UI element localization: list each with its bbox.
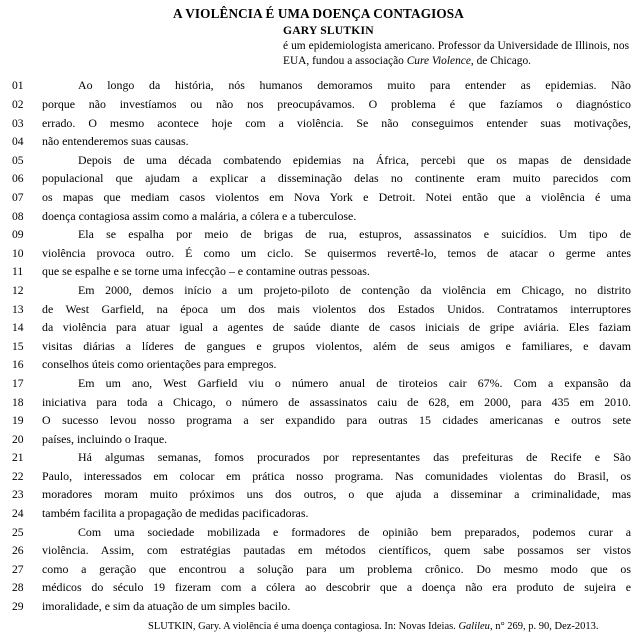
line-text-span: moradores moram muito próximos uns dos outros, o que ajuda a disseminar a criminalidade, mas <box>42 487 631 502</box>
line-number: 21 <box>12 451 24 465</box>
line-number: 23 <box>12 488 24 502</box>
text-line <box>0 504 637 523</box>
line-content <box>42 318 637 337</box>
line-text-span: visitas diárias a líderes de gangues e grupos violentos, além de seus amigos e familiares, e davam <box>42 338 631 353</box>
source-magazine-name: Galileu <box>458 620 490 632</box>
line-content <box>42 114 637 133</box>
line-number: 11 <box>12 265 24 279</box>
text-line <box>0 467 637 486</box>
text-line <box>0 541 637 560</box>
line-content <box>42 393 637 412</box>
text-line <box>0 188 637 207</box>
text-line <box>0 337 637 356</box>
line-content <box>42 132 637 151</box>
line-text-span: imoralidade, e sim da atuação de um simples bacilo. <box>42 599 291 614</box>
text-line <box>0 207 637 226</box>
text-line <box>0 151 637 170</box>
text-line <box>0 300 637 319</box>
line-content <box>42 448 637 467</box>
author-bio-text-2: , de Chicago. <box>470 55 532 68</box>
line-text-span: Ao longo da história, nós humanos demoramos muito para entender as epidemias. Não <box>78 78 631 93</box>
line-content <box>42 281 637 300</box>
line-number: 20 <box>12 432 24 446</box>
line-content <box>42 374 637 393</box>
line-text-span: médicos do século 19 fizeram com a cólera ao descobrir que a doença não era produto de sujeira e <box>42 580 631 595</box>
text-line <box>0 578 637 597</box>
line-text-span: Com uma sociedade mobilizada e formadores de opinião bem preparados, podemos curar a <box>78 524 631 539</box>
line-text-span: Em 2000, demos início a um projeto-piloto de contenção da violência em Chicago, no distrito <box>78 282 631 297</box>
line-text-span: porque não investíamos ou não nos preocupávamos. O problema é que fazíamos o diagnóstico <box>42 97 631 111</box>
line-number: 29 <box>12 600 24 614</box>
line-number: 25 <box>12 525 24 539</box>
line-content <box>42 504 637 523</box>
line-content <box>42 262 637 281</box>
line-text-span: conselhos úteis como orientações para empregos. <box>42 357 277 372</box>
line-text-span: doença contagiosa assim como a malária, a cólera e a tuberculose. <box>42 208 357 223</box>
line-text-span: da violência para atuar igual a agentes de saúde diante de casos iniciais de gripe aviária. Eles faziam <box>42 320 631 335</box>
author-name: GARY SLUTKIN <box>283 24 374 37</box>
line-text-span: populacional que ajudam a explicar a disseminação delas no continente eram muito parecidos com <box>42 171 631 186</box>
line-content <box>42 244 637 263</box>
text-line <box>0 169 637 188</box>
line-content <box>42 225 637 244</box>
line-number: 14 <box>12 321 24 335</box>
line-content <box>42 485 637 504</box>
line-content <box>42 467 637 486</box>
line-number: 01 <box>12 79 24 93</box>
numbered-body-text <box>0 76 637 615</box>
line-number: 02 <box>12 98 24 111</box>
line-number: 15 <box>12 339 24 353</box>
line-content <box>42 207 637 226</box>
line-content <box>42 541 637 560</box>
text-line <box>0 374 637 393</box>
line-number: 03 <box>12 116 24 130</box>
line-number: 27 <box>12 562 24 576</box>
author-bio-text-1: é um epidemiologista americano. Professor da Universidade de Illinois, nos EUA, fundou a associação <box>283 40 629 68</box>
line-content <box>42 355 637 374</box>
text-line <box>0 560 637 579</box>
line-content <box>42 76 637 95</box>
line-number: 22 <box>12 469 24 483</box>
line-text-span: iniciativa para toda a Chicago, o número de assassinatos caiu de 628, em 2000, para 435 em 2010. <box>42 394 631 409</box>
line-text-span: países, incluindo o Iraque. <box>42 431 168 446</box>
text-line <box>0 393 637 412</box>
document-title: A VIOLÊNCIA É UMA DOENÇA CONTAGIOSA <box>173 6 464 21</box>
line-text-span: não entenderemos suas causas. <box>42 134 189 149</box>
line-content <box>42 523 637 542</box>
line-text-span: violência provoca outro. É como um ciclo. Se quisermos revertê-lo, temos de atacar o germe antes <box>42 245 631 260</box>
text-line <box>0 132 637 151</box>
text-line <box>0 411 637 430</box>
author-bio-organization: Cure Violence <box>406 55 471 68</box>
text-line <box>0 355 637 374</box>
line-number: 05 <box>12 153 24 167</box>
source-text-1: SLUTKIN, Gary. A violência é uma doença contagiosa. In: Novas Ideias. <box>148 620 459 632</box>
line-number: 17 <box>12 376 24 390</box>
text-line <box>0 318 637 337</box>
text-line <box>0 76 637 95</box>
text-line <box>0 485 637 504</box>
text-line <box>0 281 637 300</box>
line-content <box>42 430 637 449</box>
line-number: 09 <box>12 228 24 242</box>
line-text-span: de West Garfield, na época um dos mais violentos dos Estados Unidos. Contratamos interruptores <box>42 301 631 316</box>
line-text-span: como a geração que encontrou a solução para um problema crônico. Do mesmo modo que os <box>42 561 631 576</box>
line-number: 08 <box>12 209 24 223</box>
line-number: 18 <box>12 395 24 409</box>
byline-block <box>0 24 637 69</box>
source-citation <box>0 620 637 634</box>
line-text-span: Paulo, interessados em colocar em prática nosso programa. Nas comunidades violentas do Brasil, os <box>42 468 631 483</box>
line-number: 19 <box>12 414 24 428</box>
text-line <box>0 225 637 244</box>
line-number: 10 <box>12 246 24 260</box>
line-text-span: que se espalhe e se torne uma infecção – e contamine outras pessoas. <box>42 264 370 279</box>
line-number: 06 <box>12 172 24 186</box>
line-content <box>42 300 637 319</box>
line-number: 24 <box>12 507 24 521</box>
line-content <box>42 578 637 597</box>
line-content <box>42 560 637 579</box>
author-bio <box>283 39 629 69</box>
line-text-span: O sucesso levou nosso programa a ser expandido para outras 15 cidades americanas e outros sete <box>42 413 631 428</box>
line-number: 13 <box>12 302 24 316</box>
text-line <box>0 597 637 616</box>
line-text-span: os mapas que mediam casos violentos em Nova York e Detroit. Notei então que a violência é uma <box>42 189 631 204</box>
line-text-span: também facilita a propagação de medidas pacificadoras. <box>42 506 309 521</box>
line-text-span: Há algumas semanas, fomos procurados por representantes das prefeituras de Recife e São <box>78 450 631 465</box>
line-content <box>42 151 637 170</box>
text-line <box>0 244 637 263</box>
source-text-2: , n° 269, p. 90, Dez-2013. <box>489 620 599 632</box>
line-text-span: violência. Assim, com estratégias pautadas em métodos científicos, quem sabe possamos ser vistos <box>42 543 631 558</box>
document-page <box>0 6 637 632</box>
line-text-span: Em um ano, West Garfield viu o número anual de tiroteios cair 67%. Com a expansão da <box>78 375 631 390</box>
text-line <box>0 523 637 542</box>
line-content <box>42 597 637 616</box>
line-text-span: Ela se espalha por meio de brigas de rua, estupros, assassinatos e suicídios. Um tipo de <box>78 227 631 242</box>
text-line <box>0 430 637 449</box>
text-line <box>0 95 637 114</box>
text-line <box>0 262 637 281</box>
line-content <box>42 411 637 430</box>
line-number: 12 <box>12 283 24 297</box>
line-number: 16 <box>12 358 24 372</box>
line-number: 26 <box>12 544 24 558</box>
line-text-span: errado. O mesmo acontece hoje com a violência. Se não conseguimos entender suas motivações, <box>42 115 631 130</box>
line-content <box>42 337 637 356</box>
line-text-span: Depois de uma década combatendo epidemias na África, percebi que os mapas de densidade <box>78 152 631 167</box>
line-content <box>42 169 637 188</box>
line-number: 04 <box>12 135 24 149</box>
line-content <box>42 188 637 207</box>
line-number: 28 <box>12 581 24 595</box>
line-number: 07 <box>12 190 24 204</box>
text-line <box>0 448 637 467</box>
line-content <box>42 95 637 114</box>
text-line <box>0 114 637 133</box>
